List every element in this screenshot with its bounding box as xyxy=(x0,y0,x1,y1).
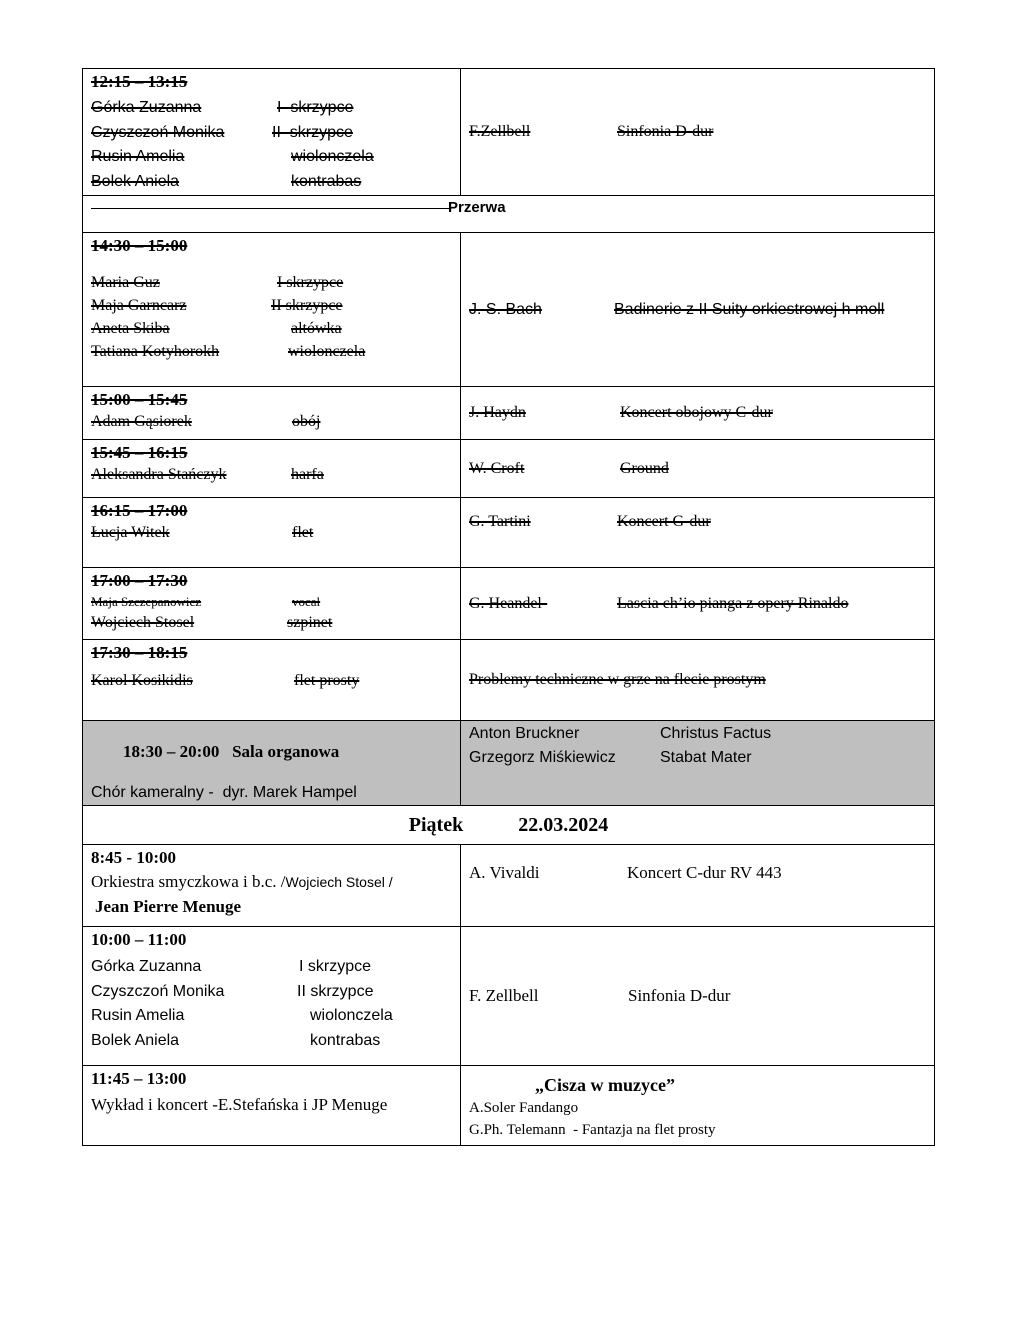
work-title: Ground xyxy=(620,459,669,477)
performer-instrument: kontrabas xyxy=(291,172,362,190)
table-row xyxy=(83,640,935,721)
break-label: Przerwa xyxy=(448,199,506,216)
ensemble-leader: Wojciech Stosel / xyxy=(285,874,393,890)
composer: Grzegorz Miśkiewicz xyxy=(469,749,616,766)
slot-info xyxy=(83,387,461,440)
time-slot: 15:00 – 15:45 xyxy=(91,390,188,409)
composer: F. Zellbell xyxy=(469,986,539,1005)
table-row xyxy=(83,498,935,568)
table-row xyxy=(83,845,935,927)
schedule-page xyxy=(82,68,934,1146)
performer-name: Aneta Skiba xyxy=(91,320,170,337)
time-slot: 15:45 – 16:15 xyxy=(91,443,188,462)
performer-instrument: wiolonczela xyxy=(288,343,366,360)
venue: Sala organowa xyxy=(232,742,340,761)
work-title: Koncert C-dur RV 443 xyxy=(627,863,782,882)
performer-name: Wojciech Stosel xyxy=(91,614,195,631)
performer-name: Maria Guz xyxy=(91,274,160,291)
performer-name: Tatiana Kotyhorokh xyxy=(91,343,220,360)
performer-instrument: flet prosty xyxy=(294,672,360,689)
performer-instrument: II skrzypce xyxy=(271,297,343,314)
time-slot: 18:30 – 20:00 xyxy=(123,742,220,761)
program-info xyxy=(461,1066,935,1146)
performer-name: Maja Szczepanowicz xyxy=(91,594,202,609)
schedule-table xyxy=(82,68,935,1146)
performer-instrument: wiolonczela xyxy=(310,1007,393,1024)
program-info xyxy=(461,233,935,387)
performer-name: Bolek Aniela xyxy=(91,1031,180,1049)
slot-info xyxy=(83,233,461,387)
performer-instrument: II skrzypce xyxy=(272,123,353,141)
program-info xyxy=(461,440,935,498)
performer-instrument: II skrzypce xyxy=(297,982,374,1000)
slot-info xyxy=(83,927,461,1066)
composer: Anton Bruckner xyxy=(469,725,580,742)
day-header-row xyxy=(83,806,935,845)
program-info xyxy=(461,69,935,196)
program-item: A.Soler Fandango xyxy=(469,1100,579,1116)
performer-instrument: flet xyxy=(292,524,314,541)
performer-instrument: vocal xyxy=(292,594,321,609)
program-info xyxy=(461,845,935,927)
event-title: „Cisza w muzyce” xyxy=(535,1075,675,1095)
work-title: Koncert obojowy C-dur xyxy=(620,404,773,421)
table-row xyxy=(83,387,935,440)
ensemble: Orkiestra smyczkowa i b.c. / xyxy=(91,872,286,891)
performer-name: Karol Kosikidis xyxy=(91,672,193,689)
time-slot: 17:00 – 17:30 xyxy=(91,571,188,590)
composer: W. Croft xyxy=(469,459,525,477)
work-title: Sinfonia D-dur xyxy=(628,986,731,1005)
table-row xyxy=(83,927,935,1066)
performer-name: Górka Zuzanna xyxy=(91,99,202,116)
time-slot: 14:30 – 15:00 xyxy=(91,236,188,255)
performer-instrument: szpinet xyxy=(287,614,333,631)
program-info xyxy=(461,721,935,806)
time-slot: 12:15 – 13:15 xyxy=(91,72,188,91)
time-slot: 11:45 – 13:00 xyxy=(91,1069,187,1088)
program-info xyxy=(461,640,935,721)
table-row xyxy=(83,1066,935,1146)
soloist: Jean Pierre Menuge xyxy=(95,897,242,916)
performer-instrument: kontrabas xyxy=(310,1031,381,1049)
performer-instrument: altówka xyxy=(291,320,342,337)
slot-info xyxy=(83,498,461,568)
performer-name: Adam Gąsiorek xyxy=(91,413,192,430)
performer-name: Bolek Aniela xyxy=(91,172,180,190)
work-title: Stabat Mater xyxy=(660,749,752,766)
time-slot: 8:45 - 10:00 xyxy=(91,848,176,867)
table-row xyxy=(83,568,935,640)
performer-name: Maja Garncarz xyxy=(91,297,187,314)
performer-name: Rusin Amelia xyxy=(91,148,185,165)
day-name: Piątek xyxy=(408,814,464,836)
composer: G. Tartini xyxy=(469,513,531,530)
performer-instrument: I skrzypce xyxy=(299,958,372,975)
program-info xyxy=(461,387,935,440)
performer-name: Czyszczoń Monika xyxy=(91,982,225,1000)
composer: A. Vivaldi xyxy=(469,863,540,882)
slot-info xyxy=(83,721,461,806)
performer-instrument: harfa xyxy=(291,466,324,483)
time-slot: 17:30 – 18:15 xyxy=(91,643,188,662)
table-row xyxy=(83,440,935,498)
performer-name: Rusin Amelia xyxy=(91,1007,185,1024)
ensemble: Chór kameralny - dyr. Marek Hampel xyxy=(91,784,357,801)
composer: F.Zellbell xyxy=(469,123,531,140)
slot-info xyxy=(83,845,461,927)
slot-info xyxy=(83,640,461,721)
composer: J. S. Bach xyxy=(469,300,542,318)
work-title: Christus Factus xyxy=(660,725,772,742)
performer-instrument: wiolonczela xyxy=(291,148,374,165)
time-slot: 10:00 – 11:00 xyxy=(91,930,187,949)
performer-name: Górka Zuzanna xyxy=(91,958,202,975)
performer-instrument: obój xyxy=(292,413,321,430)
performer-name: Czyszczoń Monika xyxy=(91,123,225,141)
slot-info xyxy=(83,1066,461,1146)
lecture-topic: Problemy techniczne w grze na flecie prostym xyxy=(469,671,766,688)
program-info xyxy=(461,498,935,568)
work-title: Koncert G-dur xyxy=(617,513,711,530)
program-item: G.Ph. Telemann - Fantazja na flet prosty xyxy=(469,1122,716,1138)
work-title: Sinfonia D-dur xyxy=(617,123,714,140)
slot-info xyxy=(83,69,461,196)
slot-info xyxy=(83,568,461,640)
slot-info xyxy=(83,440,461,498)
day-date: 22.03.2024 xyxy=(518,814,609,836)
work-title: Badinerie z II Suity orkiestrowej h moll xyxy=(614,300,885,318)
table-row-highlighted xyxy=(83,721,935,806)
time-slot: 16:15 – 17:00 xyxy=(91,501,188,520)
table-row xyxy=(83,69,935,196)
program-info xyxy=(461,568,935,640)
performer-instrument: I skrzypce xyxy=(277,99,354,116)
break-row xyxy=(83,196,935,233)
performer-name: Aleksandra Stańczyk xyxy=(91,466,227,483)
work-title: Lascia ch’io pianga z opery Rinaldo xyxy=(617,594,849,612)
program-info xyxy=(461,927,935,1066)
composer: J. Haydn xyxy=(469,404,526,421)
event-description: Wykład i koncert -E.Stefańska i JP Menuge xyxy=(91,1095,388,1114)
composer: G. Heandel- xyxy=(469,594,548,612)
performer-name: Łucja Witek xyxy=(91,524,170,541)
performer-instrument: I skrzypce xyxy=(277,274,344,291)
table-row xyxy=(83,233,935,387)
